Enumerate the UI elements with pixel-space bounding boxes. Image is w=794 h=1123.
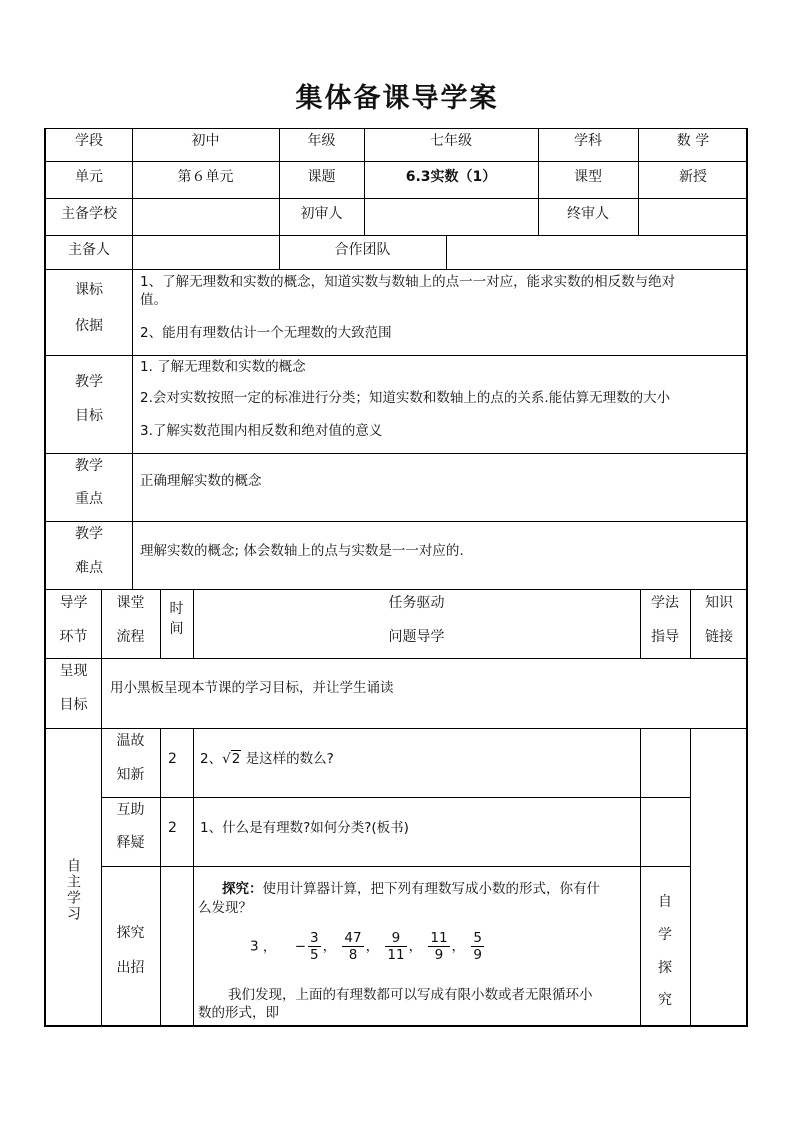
- separator: ，: [451, 938, 466, 955]
- fraction-2-den: 8: [348, 947, 358, 963]
- mubiao-label-2: 目标: [75, 408, 103, 424]
- guide-char-1: 自: [658, 894, 672, 910]
- fraction-4-num: 11: [430, 930, 448, 946]
- fraction-1: [308, 930, 321, 963]
- col-task-2: 问题导学: [388, 629, 445, 645]
- separator: ，: [365, 938, 380, 955]
- nandian-text: 理解实数的概念; 体会数轴上的点与实数是一一对应的.: [140, 543, 464, 559]
- huzhu-label-1: 互助: [116, 802, 145, 818]
- chengxian-label-2: 目标: [59, 697, 88, 713]
- separator: ，: [262, 938, 277, 955]
- huzhu-text: 1、什么是有理数?如何分类?(板书): [200, 820, 409, 836]
- kebiao-label-2: 依据: [75, 318, 103, 334]
- kebiao-line-1b: 值。: [140, 292, 167, 308]
- guide-char-3: 探: [658, 960, 672, 976]
- document-title: 集体备课导学案: [295, 83, 499, 114]
- minus-sign: −: [294, 938, 306, 955]
- fraction-5-den: 9: [473, 947, 482, 963]
- label-zhubeiren: 主备人: [68, 242, 110, 258]
- kebiao-label-1: 课标: [75, 282, 103, 298]
- col-zhishi-1: 知识: [705, 595, 733, 611]
- fraction-2: [342, 930, 363, 963]
- nandian-label-1: 教学: [75, 526, 103, 542]
- fraction-1-den: 5: [310, 947, 319, 963]
- col-daoxue-2: 环节: [59, 629, 88, 645]
- value-danyuan: 第６单元: [177, 169, 234, 185]
- guide-char-2: 学: [658, 927, 672, 943]
- separator: ，: [408, 938, 423, 955]
- fraction-1-num: 3: [310, 930, 319, 946]
- chengxian-text: 用小黑板呈现本节课的学习目标，并让学生诵读: [110, 680, 394, 696]
- fraction-3-den: 11: [387, 947, 405, 963]
- label-keti: 课题: [307, 169, 336, 185]
- col-zhishi-2: 链接: [705, 629, 733, 645]
- label-hezuo-team: 合作团队: [334, 242, 391, 258]
- tanjiu-label-2: 出招: [116, 960, 145, 976]
- col-ketang-1: 课堂: [116, 595, 145, 611]
- sqrt-symbol: √2: [222, 751, 241, 767]
- wengu-label-2: 知新: [116, 767, 145, 783]
- label-kexing: 课型: [574, 169, 602, 185]
- fraction-3-num: 9: [385, 930, 406, 947]
- value-kexing: 新授: [679, 169, 707, 185]
- value-xueduan: 初中: [191, 133, 220, 149]
- wengu-time: 2: [168, 751, 177, 767]
- mubiao-line-1: 1. 了解无理数和实数的概念: [140, 359, 306, 375]
- label-xueduan: 学段: [75, 133, 103, 149]
- huzhu-time: 2: [168, 820, 177, 836]
- tanjiu-line-1: [222, 880, 637, 898]
- col-task-1: 任务驱动: [388, 595, 445, 611]
- huzhu-label-2: 释疑: [116, 835, 145, 851]
- wengu-question: [200, 750, 630, 768]
- label-xueke: 学科: [574, 133, 602, 149]
- mubiao-line-3: 3.了解实数范围内相反数和绝对值的意义: [140, 423, 383, 439]
- zhongdian-label-2: 重点: [75, 491, 103, 507]
- chengxian-label-1: 呈现: [59, 663, 88, 679]
- fraction-list: [250, 930, 630, 963]
- label-danyuan: 单元: [75, 169, 103, 185]
- col-daoxue-1: 导学: [59, 595, 88, 611]
- fraction-5-num: 5: [473, 930, 482, 946]
- kebiao-line-1: 1、了解无理数和实数的概念，知道实数与数轴上的点一一对应，能求实数的相反数与绝对: [140, 274, 676, 290]
- zhongdian-text: 正确理解实数的概念: [140, 473, 262, 489]
- separator: ，: [322, 938, 337, 955]
- col-time-1: 时: [169, 601, 184, 617]
- fraction-3: [385, 930, 406, 963]
- kebiao-line-2: 2、能用有理数估计一个无理数的大致范围: [140, 325, 392, 341]
- sqrt-radicand: 2: [231, 751, 241, 767]
- fraction-2-num: 47: [344, 930, 362, 946]
- value-keti: 6.3实数（1）: [405, 169, 497, 185]
- tanjiu-line-4: 数的形式，即: [198, 1005, 279, 1021]
- label-chushen: 初审人: [300, 206, 343, 222]
- wengu-suffix: 是这样的数么?: [245, 751, 334, 767]
- tanjiu-line-3: 我们发现，上面的有理数都可以写成有限小数或者无限循环小: [228, 987, 593, 1003]
- nandian-label-2: 难点: [75, 560, 103, 576]
- zizhu-section-label: 自主学习: [65, 858, 81, 922]
- tanjiu-line-2: 么发现？: [198, 900, 252, 916]
- label-zhubei-school: 主备学校: [61, 206, 117, 222]
- label-nianji: 年级: [307, 133, 336, 149]
- tanjiu-bold: 探究：: [222, 881, 263, 897]
- col-time-2: 间: [169, 621, 184, 637]
- label-zhongshen: 终审人: [567, 206, 609, 222]
- number-three: 3: [250, 938, 259, 955]
- wengu-prefix: 2、: [200, 751, 223, 767]
- mubiao-label-1: 教学: [75, 374, 103, 390]
- col-xuefa-1: 学法: [651, 595, 679, 611]
- zhongdian-label-1: 教学: [75, 458, 103, 474]
- col-xuefa-2: 指导: [651, 629, 679, 645]
- value-nianji: 七年级: [430, 133, 472, 149]
- guide-char-4: 究: [658, 992, 672, 1008]
- fraction-4-den: 9: [434, 947, 444, 963]
- fraction-5: [471, 930, 484, 963]
- mubiao-line-2: 2.会对实数按照一定的标准进行分类；知道实数和数轴上的点的关系.能估算无理数的大小: [140, 390, 671, 406]
- wengu-label-1: 温故: [116, 733, 145, 749]
- col-ketang-2: 流程: [116, 629, 145, 645]
- tanjiu-label-1: 探究: [116, 925, 145, 941]
- value-xueke: 数 学: [676, 133, 710, 149]
- fraction-4: [428, 930, 449, 963]
- tanjiu-text-1: 使用计算器计算，把下列有理数写成小数的形式，你有什: [262, 881, 600, 897]
